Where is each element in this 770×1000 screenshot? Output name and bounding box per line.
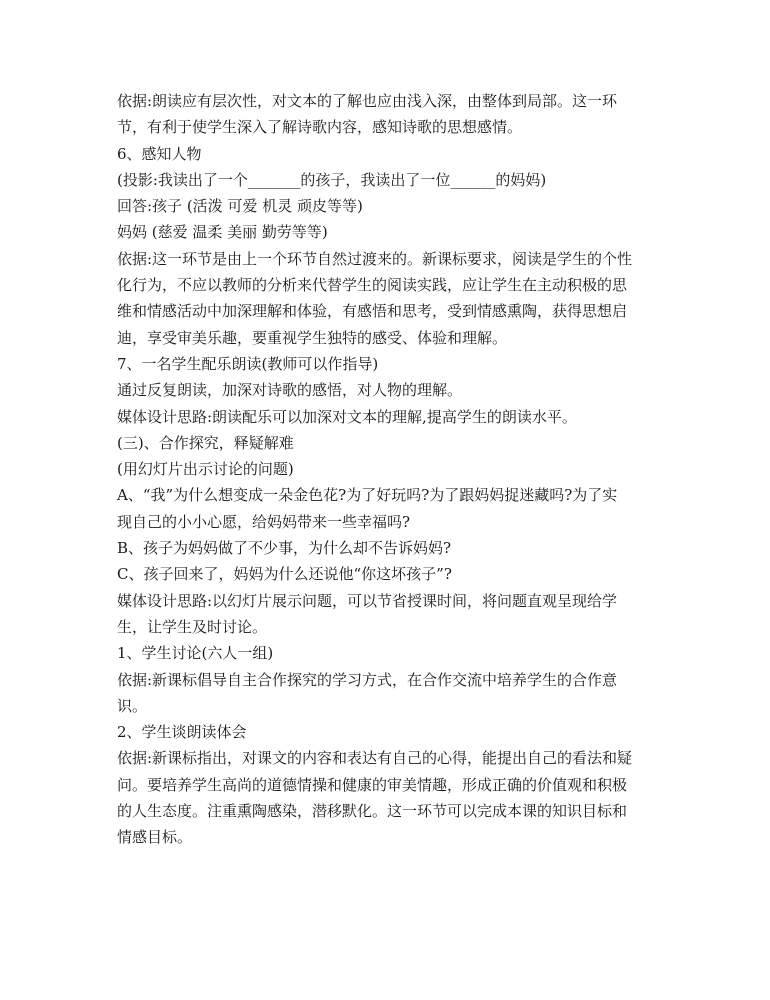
text-line: 依据:新课标倡导自主合作探究的学习方式，在合作交流中培养学生的合作意 bbox=[117, 670, 618, 689]
text-line: 生，让学生及时讨论。 bbox=[117, 617, 268, 636]
text-line: 回答:孩子 (活泼 可爱 机灵 顽皮等等) bbox=[117, 197, 363, 216]
text-line: 媒体设计思路:朗读配乐可以加深对文本的理解,提高学生的朗读水平。 bbox=[117, 407, 577, 426]
text-line: 依据:新课标指出，对课文的内容和表达有自己的心得，能提出自己的看法和疑 bbox=[117, 749, 633, 768]
text-line: (投影:我读出了一个_______的孩子，我读出了一位______的妈妈) bbox=[117, 170, 547, 189]
text-line: C、孩子回来了，妈妈为什么还说他“你这坏孩子”? bbox=[117, 565, 452, 584]
text-line: 情感目标。 bbox=[117, 828, 193, 847]
text-line: 通过反复朗读，加深对诗歌的感悟，对人物的理解。 bbox=[117, 381, 463, 400]
text-line: 现自己的小小心愿，给妈妈带来一些幸福吗? bbox=[117, 512, 411, 531]
text-line: (用幻灯片出示讨论的问题) bbox=[117, 460, 294, 479]
text-line: 识。 bbox=[117, 696, 148, 715]
text-line: 维和情感活动中加深理解和体验，有感悟和思考，受到情感熏陶，获得思想启 bbox=[117, 302, 628, 321]
section-heading: 7、一名学生配乐朗读(教师可以作指导) bbox=[117, 354, 379, 373]
section-heading: (三)、合作探究，释疑解难 bbox=[117, 433, 294, 452]
text-line: B、孩子为妈妈做了不少事，为什么却不告诉妈妈? bbox=[117, 539, 452, 558]
text-line: 化行为，不应以教师的分析来代替学生的阅读实践，应让学生在主动积极的思 bbox=[117, 276, 628, 295]
text-line: 迪，享受审美乐趣，要重视学生独特的感受、体验和理解。 bbox=[117, 328, 508, 347]
section-heading: 2、学生谈朗读体会 bbox=[117, 723, 247, 742]
text-line: 节，有利于使学生深入了解诗歌内容，感知诗歌的思想感情。 bbox=[117, 118, 523, 137]
text-line: A、“我”为什么想变成一朵金色花?为了好玩吗?为了跟妈妈捉迷藏吗?为了实 bbox=[117, 486, 618, 505]
document-body bbox=[117, 88, 662, 851]
text-line: 媒体设计思路:以幻灯片展示问题，可以节省授课时间，将问题直观呈现给学 bbox=[117, 591, 618, 610]
text-line: 依据:朗读应有层次性，对文本的了解也应由浅入深，由整体到局部。这一环 bbox=[117, 92, 618, 110]
text-line: 依据:这一环节是由上一个环节自然过渡来的。新课标要求，阅读是学生的个性 bbox=[117, 249, 633, 268]
section-heading: 6、感知人物 bbox=[117, 144, 202, 163]
text-line: 的人生态度。注重熏陶感染，潜移默化。这一环节可以完成本课的知识目标和 bbox=[117, 802, 628, 821]
section-heading: 1、学生讨论(六人一组) bbox=[117, 644, 274, 663]
text-line: 问。要培养学生高尚的道德情操和健康的审美情趣，形成正确的价值观和积极 bbox=[117, 775, 628, 794]
text-line: 妈妈 (慈爱 温柔 美丽 勤劳等等) bbox=[117, 223, 328, 242]
